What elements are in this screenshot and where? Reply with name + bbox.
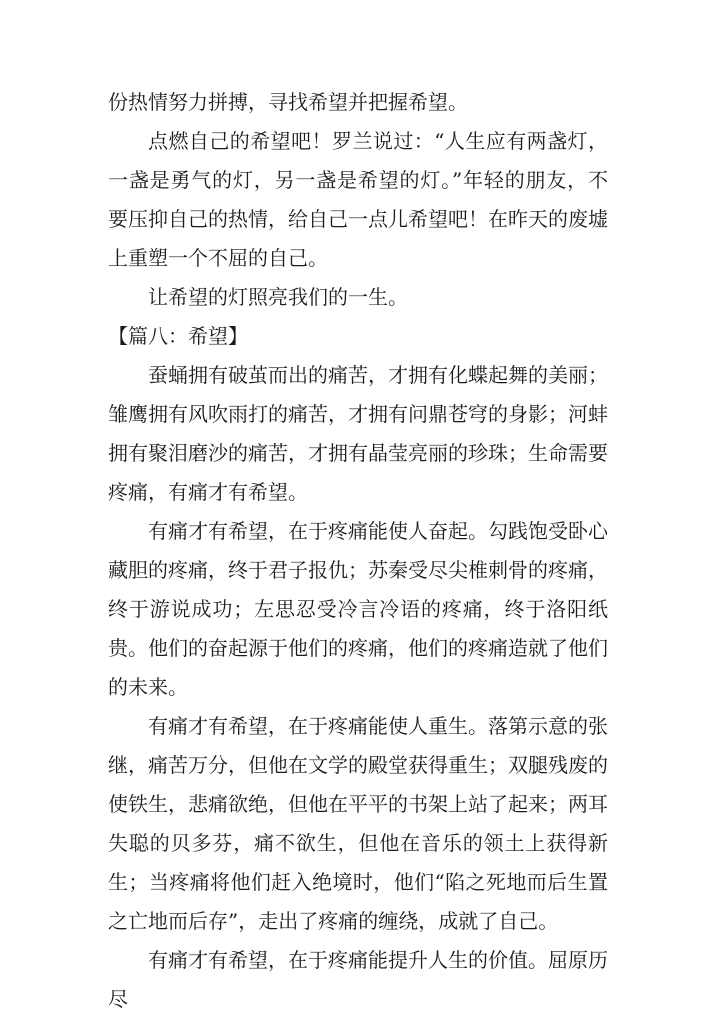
paragraph-pain-intro: 蚕蛹拥有破茧而出的痛苦，才拥有化蝶起舞的美丽；雏鹰拥有风吹雨打的痛苦，才拥有问鼎苍穹的身影；河蚌拥有聚泪磨沙的痛苦，才拥有晶莹亮丽的珍珠；生命需要疼痛，有痛才有希望。 [108,363,608,504]
paragraph-continuation: 份热情努力拼搏，寻找希望并把握希望。 [108,90,468,114]
document-page [108,83,608,1019]
section-heading: 【篇八：希望】 [108,324,248,348]
paragraph-pain-rebirth: 有痛才有希望，在于疼痛能使人重生。落第示意的张继，痛苦万分，但他在文学的殿堂获得重生；双腿残废的使铁生，悲痛欲绝，但他在平平的书架上站了起来；两耳失聪的贝多芬，痛不欲生，但他在音乐的领土上获得新生；当疼痛将他们赶入绝境时，他们“陷之死地而后生置之亡地而后存”，走出了疼痛的缠绕，成就了自己。 [108,714,608,933]
paragraph-pain-rise: 有痛才有希望，在于疼痛能使人奋起。勾践饱受卧心藏胆的疼痛，终于君子报仇；苏秦受尽尖椎刺骨的疼痛，终于游说成功；左思忍受冷言冷语的疼痛，终于洛阳纸贵。他们的奋起源于他们的疼痛，他们的疼痛造就了他们的未来。 [108,519,608,699]
paragraph-light-hope: 点燃自己的希望吧！罗兰说过：“人生应有两盏灯，一盏是勇气的灯，另一盏是希望的灯。”年轻的朋友，不要压抑自己的热情，给自己一点儿希望吧！在昨天的废墟上重塑一个不屈的自己。 [108,129,608,270]
paragraph-lamp: 让希望的灯照亮我们的一生。 [148,285,408,309]
paragraph-pain-value: 有痛才有希望，在于疼痛能提升人生的价值。屈原历尽 [108,948,608,1011]
